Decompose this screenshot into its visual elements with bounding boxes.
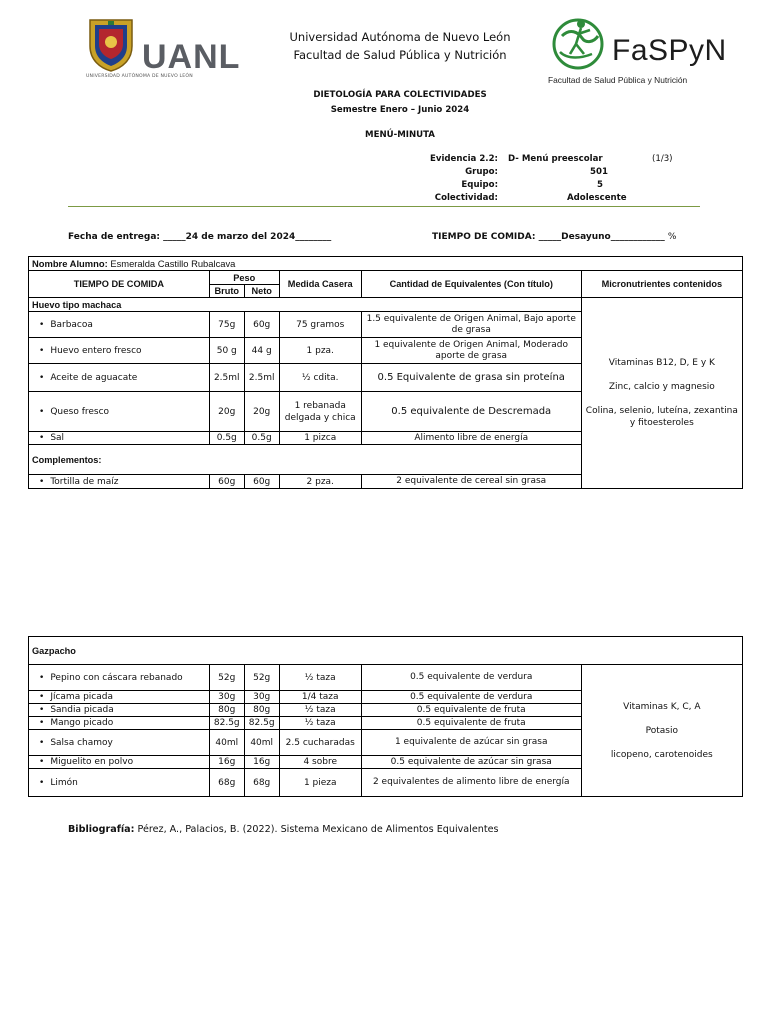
gazpacho-table <box>28 636 743 797</box>
equiv-value: 2 equivalente de cereal sin grasa <box>361 475 581 489</box>
bruto-value: 0.5g <box>209 432 244 445</box>
equiv-value: 1 equivalente de azúcar sin grasa <box>361 730 581 756</box>
faspyn-wordmark: FaSPyN <box>612 34 727 67</box>
equiv-value: Alimento libre de energía <box>361 432 581 445</box>
medida-value: 1 rebanada delgada y chica <box>279 392 361 432</box>
medida-value: ½ taza <box>279 717 361 730</box>
institution-header <box>240 28 560 64</box>
evidencia-label: Evidencia 2.2: <box>429 154 498 164</box>
university-name: Universidad Autónoma de Nuevo León <box>289 30 511 44</box>
fecha-entrega <box>68 232 331 242</box>
medida-value: 2.5 cucharadas <box>279 730 361 756</box>
food-name: • Salsa chamoy <box>29 730 210 756</box>
col-neto-header: Neto <box>244 285 279 298</box>
bruto-value: 68g <box>209 769 244 797</box>
tiempo-comida <box>432 232 676 242</box>
section-complementos: Complementos: <box>29 445 582 475</box>
document-title: MENÚ-MINUTA <box>365 130 435 140</box>
neto-value: 40ml <box>244 730 279 756</box>
medida-value: ½ taza <box>279 704 361 717</box>
tiempo-value: _____Desayuno____________ <box>538 232 665 242</box>
medida-value: 1 pza. <box>279 338 361 364</box>
section-gazpacho: Gazpacho <box>29 637 743 665</box>
course-title: DIETOLOGÍA PARA COLECTIVIDADES <box>313 90 487 100</box>
col-cantidad-header: Cantidad de Equivalentes (Con título) <box>361 271 581 298</box>
neto-value: 16g <box>244 756 279 769</box>
equiv-value: 0.5 equivalente de verdura <box>361 691 581 704</box>
bruto-value: 50 g <box>209 338 244 364</box>
micro-cell-2 <box>581 665 742 797</box>
uanl-logo <box>86 16 241 86</box>
food-name: • Barbacoa <box>29 312 210 338</box>
bruto-value: 75g <box>209 312 244 338</box>
food-name: • Jícama picada <box>29 691 210 704</box>
bruto-value: 20g <box>209 392 244 432</box>
medida-value: 1 pizca <box>279 432 361 445</box>
micro-item: Colina, selenio, luteína, zexantina y fitoesteroles <box>585 406 738 428</box>
bibliography <box>68 824 498 835</box>
col-micro-header: Micronutrientes contenidos <box>581 271 742 298</box>
grupo-label: Grupo: <box>465 167 498 177</box>
medida-value: 2 pza. <box>279 475 361 489</box>
colectividad-label: Colectividad: <box>434 193 498 203</box>
neto-value: 80g <box>244 704 279 717</box>
food-name: • Queso fresco <box>29 392 210 432</box>
alumno-label: Nombre Alumno: <box>32 258 108 269</box>
neto-value: 20g <box>244 392 279 432</box>
globe-figure-icon <box>548 14 612 74</box>
food-name: • Tortilla de maíz <box>29 475 210 489</box>
medida-value: 75 gramos <box>279 312 361 338</box>
tiempo-label: TIEMPO DE COMIDA: <box>432 232 536 242</box>
bruto-value: 2.5ml <box>209 364 244 392</box>
section-huevo: Huevo tipo machaca <box>29 298 582 312</box>
bruto-value: 30g <box>209 691 244 704</box>
faspyn-subtitle: Facultad de Salud Pública y Nutrición <box>548 75 688 85</box>
neto-value: 52g <box>244 665 279 691</box>
micro-item: Vitaminas K, C, A <box>623 701 701 712</box>
neto-value: 0.5g <box>244 432 279 445</box>
course-info <box>240 88 560 118</box>
bibliography-text: Pérez, A., Palacios, B. (2022). Sistema Mexicano de Alimentos Equivalentes <box>137 824 499 835</box>
food-name: • Sandia picada <box>29 704 210 717</box>
equiv-value: 0.5 equivalente de fruta <box>361 717 581 730</box>
alumno-name: Esmeralda Castillo Rubalcava <box>110 258 236 269</box>
faspyn-logo <box>548 14 727 88</box>
colectividad-value: Adolescente <box>567 193 627 203</box>
faculty-name: Facultad de Salud Pública y Nutrición <box>293 48 507 62</box>
equiv-value: 1.5 equivalente de Origen Animal, Bajo aporte de grasa <box>361 312 581 338</box>
grupo-value: 501 <box>590 167 608 177</box>
medida-value: ½ cdita. <box>279 364 361 392</box>
equiv-value: 0.5 Equivalente de grasa sin proteína <box>361 364 581 392</box>
medida-value: 4 sobre <box>279 756 361 769</box>
semester: Semestre Enero – Junio 2024 <box>330 105 470 115</box>
table-row <box>29 665 743 691</box>
food-name: • Mango picado <box>29 717 210 730</box>
micro-item: Vitaminas B12, D, E y K <box>608 358 715 368</box>
neto-value: 82.5g <box>244 717 279 730</box>
equiv-value: 2 equivalentes de alimento libre de energía <box>361 769 581 797</box>
neto-value: 44 g <box>244 338 279 364</box>
bruto-value: 52g <box>209 665 244 691</box>
bruto-value: 16g <box>209 756 244 769</box>
bruto-value: 40ml <box>209 730 244 756</box>
page-count: (1/3) <box>652 154 673 164</box>
micro-item: Potasio <box>645 725 678 736</box>
neto-value: 60g <box>244 475 279 489</box>
divider <box>68 206 700 207</box>
equiv-value: 0.5 equivalente de Descremada <box>361 392 581 432</box>
neto-value: 60g <box>244 312 279 338</box>
evidencia-value: D- Menú preescolar <box>508 154 603 164</box>
col-tiempo-header: TIEMPO DE COMIDA <box>29 271 210 298</box>
equiv-value: 1 equivalente de Origen Animal, Moderado aporte de grasa <box>361 338 581 364</box>
col-medida-header: Medida Casera <box>279 271 361 298</box>
uanl-subtitle: UNIVERSIDAD AUTÓNOMA DE NUEVO LEÓN <box>86 74 193 79</box>
food-name: • Aceite de aguacate <box>29 364 210 392</box>
bruto-value: 60g <box>209 475 244 489</box>
medida-value: 1/4 taza <box>279 691 361 704</box>
micro-item: Zinc, calcio y magnesio <box>608 382 715 392</box>
neto-value: 68g <box>244 769 279 797</box>
uanl-wordmark: UANL <box>142 38 241 76</box>
col-peso-header: Peso <box>209 271 279 285</box>
micro-item: licopeno, carotenoides <box>610 749 713 760</box>
medida-value: 1 pieza <box>279 769 361 797</box>
bibliography-label: Bibliografía: <box>68 824 135 835</box>
col-bruto-header: Bruto <box>209 285 244 298</box>
food-name: • Huevo entero fresco <box>29 338 210 364</box>
food-name: • Limón <box>29 769 210 797</box>
neto-value: 2.5ml <box>244 364 279 392</box>
bruto-value: 82.5g <box>209 717 244 730</box>
equipo-label: Equipo: <box>461 180 498 190</box>
percent-mark: % <box>667 232 677 242</box>
equiv-value: 0.5 equivalente de azúcar sin grasa <box>361 756 581 769</box>
breakfast-table <box>28 256 743 489</box>
neto-value: 30g <box>244 691 279 704</box>
uanl-shield-icon <box>86 16 136 72</box>
bruto-value: 80g <box>209 704 244 717</box>
equipo-value: 5 <box>597 180 603 190</box>
food-name: • Sal <box>29 432 210 445</box>
alumno-row <box>29 257 743 271</box>
medida-value: ½ taza <box>279 665 361 691</box>
equiv-value: 0.5 equivalente de fruta <box>361 704 581 717</box>
food-name: • Miguelito en polvo <box>29 756 210 769</box>
fecha-value: _____24 de marzo del 2024________ <box>163 232 332 242</box>
food-name: • Pepino con cáscara rebanado <box>29 665 210 691</box>
equiv-value: 0.5 equivalente de verdura <box>361 665 581 691</box>
micro-cell-1 <box>581 298 742 489</box>
fecha-label: Fecha de entrega: <box>68 232 160 242</box>
